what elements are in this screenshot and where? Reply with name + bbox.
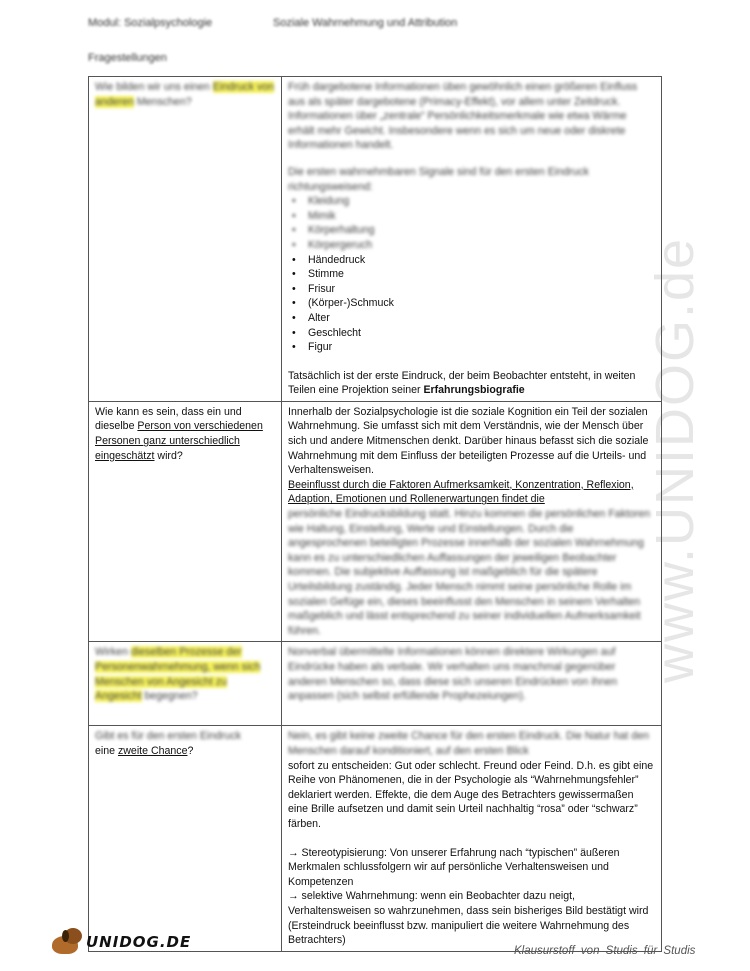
question-cell: Wie bilden wir uns einen Eindruck von anderen Menschen? <box>89 77 282 402</box>
blurred-paragraph: Früh dargebotene Informationen üben gewöhnlich einen größeren Einfluss aus als später dargebotene (Primacy-Effekt), vor allem unter Zeitdruck. Informationen über „zentrale“ Persönlichkeitsmerkmale wie etwa Wärme erhält mehr Gewicht. Insbesondere wenn es sich um neue oder diskrete Informationen handelt. <box>288 81 638 152</box>
list-item: • Frisur <box>306 282 655 297</box>
module-title: Modul: Sozialpsychologie <box>88 17 213 29</box>
unidog-logo: UNIDOG.DE <box>50 928 191 956</box>
blurred-intro: Die ersten wahrnehmbaren Signale sind für den ersten Eindruck richtungsweisend: <box>288 165 589 193</box>
qa-table <box>88 76 662 952</box>
closing-paragraph: Tatsächlich ist der erste Eindruck, der beim Beobachter entsteht, in weiten Teilen eine Projektion seiner Erfahrungsbiografie <box>288 369 636 397</box>
question-cell: Wirken dieselben Prozesse der Personenwahrnehmung, wenn sich Menschen von Angesicht zu Angesicht begegnen? <box>89 642 282 726</box>
answer-cell <box>282 401 662 642</box>
blurred-list: • Kleidung • Mimik • Körperhaltung • Körpergeruch <box>288 194 655 252</box>
list-item: • Händedruck <box>306 253 655 268</box>
answer-cell <box>282 77 662 402</box>
blurred-line: Nein, es gibt keine zweite Chance für den ersten Eindruck. Die Natur hat den Menschen darauf konditioniert, auf den ersten Blick <box>288 730 649 757</box>
stereotype-note: → Stereotypisierung: Von unserer Erfahrung nach “typischen” äußeren Merkmalen schlussfolgern wir auf persönliche Verhaltensweisen und Kompetenzen <box>288 846 620 888</box>
answer-cell <box>282 642 662 726</box>
table-row <box>89 726 662 951</box>
answer-text: Innerhalb der Sozialpsychologie ist die soziale Kognition ein Teil der sozialen Wahrnehmung. Sie umfasst sich mit dem Verständnis, wie der Mensch über sich und andere Mitmenschen denkt. Darüber hinaus befasst sich die soziale Wahrnehmung mit dem Einfluss der beteiligten Prozesse auf die Urteils- und Verhaltensweisen. <box>288 405 649 477</box>
table-row <box>89 401 662 642</box>
list-item: • Stimme <box>306 267 655 282</box>
list-item: • Figur <box>306 340 655 355</box>
table-row <box>89 77 662 402</box>
blurred-paragraph: persönliche Eindrucksbildung statt. Hinzu kommen die persönlichen Faktoren wie Haltung, Einstellung, Werte und Einstellungen. Durch die angesprochenen beteiligten Prozesse innerhalb der sozialen Wahrnehmung kann es zu unterschiedlichen Auffassungen der jeweiligen Beobachter kommen. Die subjektive Auffassung ist maßgeblich für die spätere Urteilsbildung zuständig. Jeder Mensch nimmt seine persönliche Rolle im sozialen Gefüge ein, dieses beeinflusst den Menschen in seinem Verhalten maßgeblich und lässt entsprechend zu seiner individuellen Aufmerksamkeit führen. <box>288 508 651 637</box>
answer-underlined: Beeinflusst durch die Faktoren Aufmerksamkeit, Konzentration, Reflexion, Adaption, Emotionen und Rollenerwartungen findet die <box>288 478 634 506</box>
selective-perception-note: → selektive Wahrnehmung: wenn ein Beobachter dazu neigt, Verhaltensweisen so wahrzunehmen, dass sein bisheriges Bild bestätigt wird (Ersteindruck beeinflusst bzw. manipuliert die weitere Wahrnehmung des Betrachters) <box>288 890 649 947</box>
question-cell: Gibt es für den ersten Eindruck eine zweite Chance? <box>89 726 282 951</box>
footer-tagline: Klausurstoff von Studis für Studis <box>514 945 696 957</box>
list-item: • Alter <box>306 311 655 326</box>
list-item: • Geschlecht <box>306 326 655 341</box>
blurred-paragraph: Nonverbal übermittelte Informationen können direktere Wirkungen auf Eindrücke haben als verbale. Wir verhalten uns manchmal gegenüber anderen Menschen so, dass diese sich unseren Eindrücken von ihnen anpassen (sich selbst erfüllende Prophezeiungen). <box>288 646 618 703</box>
topic-title: Soziale Wahrnehmung und Attribution <box>273 17 458 29</box>
feature-list <box>288 253 655 355</box>
question-cell: Wie kann es sein, dass ein und dieselbe Person von verschiedenen Personen ganz unterschiedlich eingeschätzt wird? <box>89 401 282 642</box>
answer-text: sofort zu entscheiden: Gut oder schlecht. Freund oder Feind. D.h. es gibt eine Reihe von Phänomenen, die in der Psychologie als “Wahrnehmungsfehler” deklariert werden. Effekte, die dem Auge des Betrachters gewissermaßen eine Brille aufsetzen und damit sein Urteil nachhaltig “rosa” oder “schwarz” färben. <box>288 759 654 830</box>
section-heading: Fragestellungen <box>88 52 167 64</box>
table-row <box>89 642 662 726</box>
watermark: www.UNIDOG.de <box>645 236 705 684</box>
dog-icon <box>50 928 84 956</box>
list-item: • (Körper-)Schmuck <box>306 296 655 311</box>
answer-cell <box>282 726 662 951</box>
